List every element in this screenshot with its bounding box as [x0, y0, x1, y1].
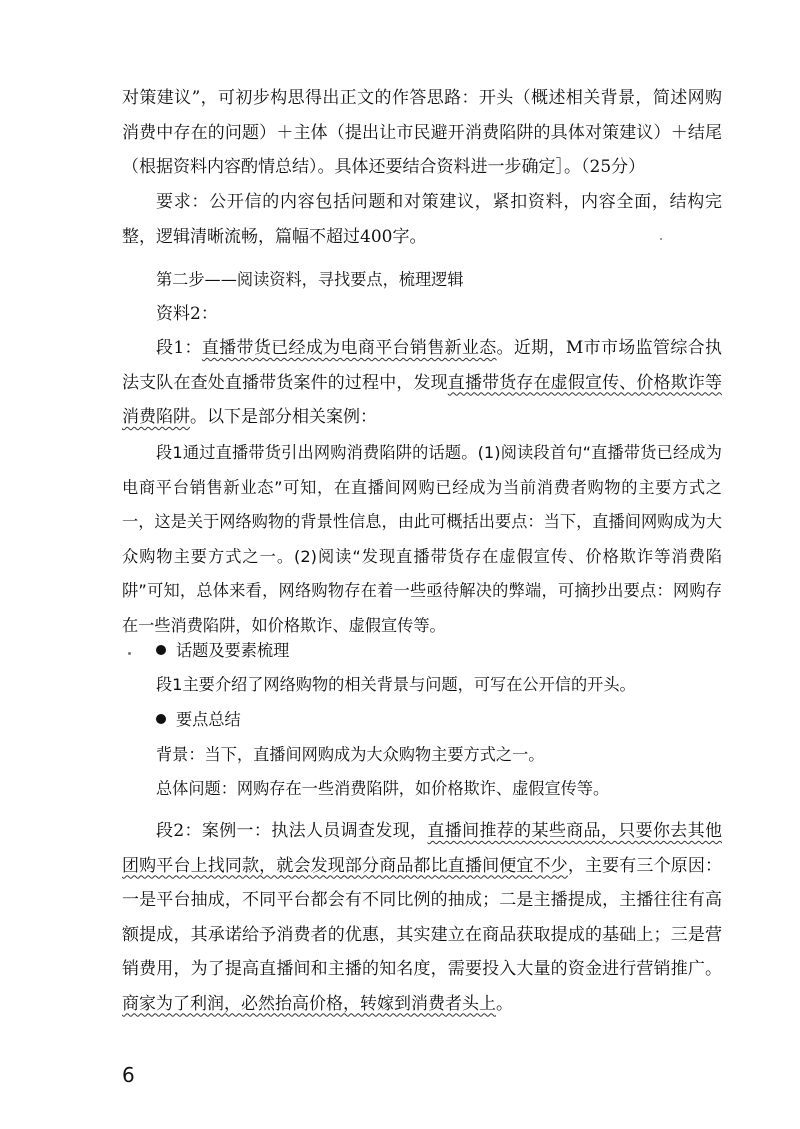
page-number: 6	[122, 1063, 135, 1087]
intro-paragraph: 对策建议”，可初步构思得出正文的作答思路：开头（概述相关背景，简述网购消费中存在的问题）＋主体（提出让市民避开消费陷阱的具体对策建议）＋结尾（根据资料内容酌情总结）。具体还要结合资料进一步确定］。（25分）	[122, 88, 722, 177]
segment-2-highlight-b: 商家为了利润，必然抬高价格，转嫁到消费者头上	[122, 993, 496, 1014]
analysis-1-paragraph: 段1通过直播带货引出网购消费陷阱的话题。(1)阅读段首句“直播带货已经成为电商平台销售新业态”可知，在直播间网购已经成为当前消费者购物的主要方式之一，这是关于网络购物的背景性信息，由此可概括出要点：当下，直播间网购成为大众购物主要方式之一。(2)阅读“发现直播带货存在虚假宣传、价格欺诈等消费陷阱”可知，总体来看，网络购物存在着一些亟待解决的弊端，可摘抄出要点：网购存在一些消费陷阱，如价格欺诈、虚假宣传等。	[122, 443, 722, 635]
segment-1-highlight-b: 直播带货存在虚假宣传、价格欺诈等消费陷阱	[122, 372, 723, 427]
material-label: 资料2：	[156, 304, 218, 324]
overall-problem-point: 总体问题：网购存在一些消费陷阱，如价格欺诈、虚假宣传等。	[156, 779, 610, 798]
topic-heading	[122, 634, 722, 668]
background-point: 背景：当下，直播间网购成为大众购物主要方式之一。	[156, 745, 545, 764]
segment-1-paragraph	[122, 331, 722, 435]
topic-text: 段1主要介绍了网络购物的相关背景与问题，可写在公开信的开头。	[156, 675, 636, 694]
bullet-icon	[156, 714, 166, 724]
bullet-icon	[156, 645, 166, 655]
segment-1-text-b: 。以下是部分相关案例：	[190, 407, 377, 427]
segment-2-text-a: ，主要有三个原因：一是平台抽成，不同平台都会有不同比例的抽成；二是主播提成，主播往往有高额提成，其承诺给予消费者的优惠，其实建立在商品获取提成的基础上；三是营销费用，为了提高直播间和主播的知名度，需要投入大量的资金进行营销推广。	[122, 855, 723, 979]
segment-1-label: 段1：	[156, 338, 202, 358]
scan-speck	[128, 652, 131, 655]
segment-2-label: 段2：案例一：执法人员调查发现，	[156, 821, 428, 841]
summary-heading	[122, 703, 722, 737]
segment-2-paragraph	[122, 814, 722, 1021]
requirement-paragraph: 要求：公开信的内容包括问题和对策建议，紧扣资料，内容全面，结构完整，逻辑清晰流畅，篇幅不超过400字。	[122, 192, 722, 247]
topic-heading-text: 话题及要素梳理	[176, 641, 290, 660]
segment-1-text-a: 。近期，M市市场监管综合执法支队在查处直播带货案件的过程中，发现	[122, 338, 722, 393]
segment-2-highlight-a: 直播间推荐的某些商品，只要你去其他团购平台上找同款，就会发现部分商品都比直播间便宜不少	[122, 821, 722, 876]
segment-1-highlight-a: 直播带货已经成为电商平台销售新业态	[201, 338, 497, 358]
step-heading: 第二步——阅读资料，寻找要点，梳理逻辑	[156, 270, 464, 289]
segment-2-text-b: 。	[496, 993, 513, 1014]
summary-heading-text: 要点总结	[176, 710, 241, 729]
scan-speck	[660, 238, 662, 240]
